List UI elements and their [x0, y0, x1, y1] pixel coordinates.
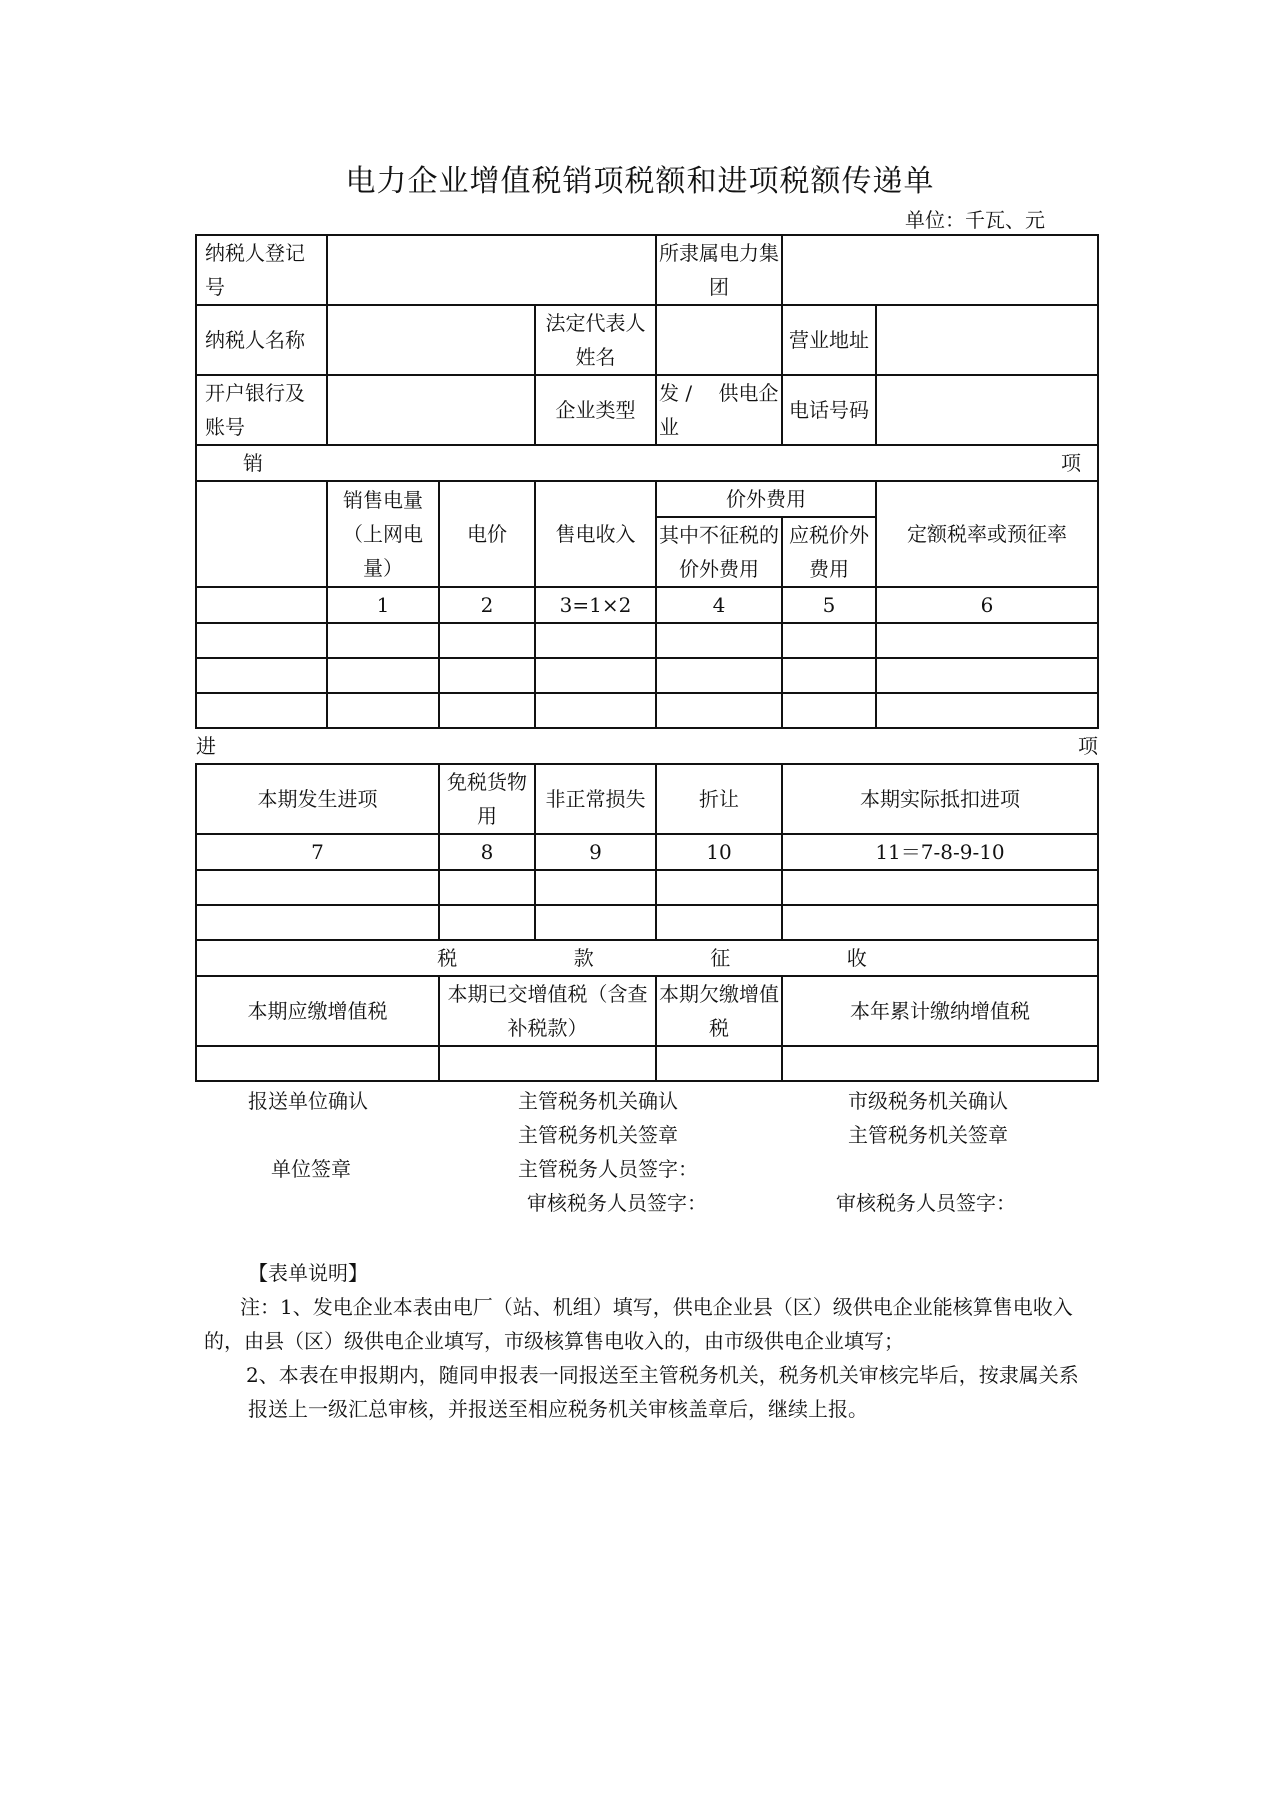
col-number: 6 — [876, 587, 1098, 623]
city-seal: 主管税务机关签章 — [848, 1123, 1008, 1147]
tax-label-char: 款 — [573, 946, 594, 970]
phone-label: 电话号码 — [782, 375, 876, 445]
input-label-left: 进 — [196, 734, 216, 758]
paid-header: 本期已交增值税（含查补税款） — [439, 976, 656, 1046]
cell[interactable] — [196, 623, 327, 658]
col-number: 11＝7-8-9-10 — [782, 834, 1098, 870]
cell[interactable] — [876, 693, 1098, 728]
cell[interactable] — [196, 693, 327, 728]
cell[interactable] — [439, 658, 535, 693]
cell[interactable] — [876, 658, 1098, 693]
unit-label: 单位：千瓦、元 — [905, 208, 1045, 232]
col-number: 5 — [782, 587, 876, 623]
col-number: 10 — [656, 834, 782, 870]
auth-staff: 主管税务人员签字： — [518, 1157, 698, 1181]
bank-label: 开户银行及账号 — [196, 375, 327, 445]
output-label-right: 项 — [1061, 451, 1081, 475]
transfer-form-table — [195, 234, 1099, 1082]
output-data-row — [196, 658, 1098, 693]
col-number: 7 — [196, 834, 439, 870]
payable-header: 本期应缴增值税 — [196, 976, 439, 1046]
cell[interactable] — [656, 623, 782, 658]
tax-label-char: 收 — [846, 946, 867, 970]
cell[interactable] — [439, 623, 535, 658]
taxpayer-reg-field[interactable] — [327, 235, 656, 305]
owed-header: 本期欠缴增值税 — [656, 976, 782, 1046]
tax-label-char: 征 — [710, 946, 731, 970]
taxpayer-name-field[interactable] — [327, 305, 535, 375]
exempt-header: 免税货物用 — [439, 764, 535, 834]
phone-field[interactable] — [876, 375, 1098, 445]
col-number: 4 — [656, 587, 782, 623]
notes-heading: 【表单说明】 — [248, 1261, 368, 1285]
price-header: 电价 — [439, 481, 535, 587]
col-number: 2 — [439, 587, 535, 623]
cell[interactable] — [876, 623, 1098, 658]
cell[interactable] — [782, 905, 1098, 940]
cell[interactable] — [535, 693, 656, 728]
taxpayer-reg-label: 纳税人登记号 — [196, 235, 327, 305]
bank-field[interactable] — [327, 375, 535, 445]
cell[interactable] — [196, 1046, 439, 1081]
cell[interactable] — [656, 658, 782, 693]
auth-review: 审核税务人员签字： — [527, 1191, 707, 1215]
group-label: 所隶属电力集团 — [656, 235, 782, 305]
cell[interactable] — [196, 658, 327, 693]
output-header-blank — [196, 481, 327, 587]
actual-input-header: 本期实际抵扣进项 — [782, 764, 1098, 834]
cell[interactable] — [782, 658, 876, 693]
col-number: 9 — [535, 834, 656, 870]
output-section-header — [196, 445, 1098, 481]
note-2: 2、本表在申报期内，随同申报表一同报送至主管税务机关，税务机关审核完毕后，按隶属关系报送上一级汇总审核，并报送至相应税务机关审核盖章后，继续上报。 — [246, 1363, 1079, 1421]
cell[interactable] — [535, 623, 656, 658]
page-title: 电力企业增值税销项税额和进项税额传递单 — [345, 164, 935, 199]
address-label: 营业地址 — [782, 305, 876, 375]
current-input-header: 本期发生进项 — [196, 764, 439, 834]
cell[interactable] — [196, 905, 439, 940]
city-confirm: 市级税务机关确认 — [848, 1089, 1008, 1113]
city-review: 审核税务人员签字： — [836, 1191, 1016, 1215]
taxpayer-name-label: 纳税人名称 — [196, 305, 327, 375]
discount-header: 折让 — [656, 764, 782, 834]
output-number-blank — [196, 587, 327, 623]
output-data-row — [196, 693, 1098, 728]
legal-rep-label: 法定代表人姓名 — [535, 305, 656, 375]
output-label-left: 销 — [243, 451, 263, 475]
taxable-header: 应税价外费用 — [782, 517, 876, 587]
col-number: 1 — [327, 587, 439, 623]
cell[interactable] — [656, 1046, 782, 1081]
auth-confirm: 主管税务机关确认 — [518, 1089, 678, 1113]
extra-fees-header: 价外费用 — [656, 481, 876, 517]
sales-volume-header: 销售电量（上网电量） — [327, 481, 439, 587]
output-data-row — [196, 623, 1098, 658]
cell[interactable] — [535, 870, 656, 905]
ent-type-value: 发 / 供电企业 — [656, 375, 782, 445]
input-data-row — [196, 870, 1098, 905]
note-1: 注：1、发电企业本表由电厂（站、机组）填写，供电企业县（区）级供电企业能核算售电收入的，由县（区）级供电企业填写，市级核算售电收入的，由市级供电企业填写； — [204, 1295, 1073, 1353]
rate-header: 定额税率或预征率 — [876, 481, 1098, 587]
tax-section-header — [196, 940, 1098, 976]
revenue-header: 售电收入 — [535, 481, 656, 587]
cell[interactable] — [439, 1046, 656, 1081]
auth-seal: 主管税务机关签章 — [518, 1123, 678, 1147]
cell[interactable] — [656, 905, 782, 940]
input-section-header — [196, 728, 1098, 764]
cell[interactable] — [782, 1046, 1098, 1081]
address-field[interactable] — [876, 305, 1098, 375]
form-notes — [204, 1256, 1094, 1426]
cell[interactable] — [327, 658, 439, 693]
cell[interactable] — [196, 870, 439, 905]
non-taxable-header: 其中不征税的价外费用 — [656, 517, 782, 587]
cell[interactable] — [656, 870, 782, 905]
cell[interactable] — [327, 623, 439, 658]
cell[interactable] — [782, 870, 1098, 905]
ent-type-label: 企业类型 — [535, 375, 656, 445]
cell[interactable] — [439, 693, 535, 728]
cell[interactable] — [656, 693, 782, 728]
legal-rep-field[interactable] — [656, 305, 782, 375]
input-data-row — [196, 905, 1098, 940]
col-number: 8 — [439, 834, 535, 870]
cell[interactable] — [535, 905, 656, 940]
col-number: 3=1×2 — [535, 587, 656, 623]
tax-data-row — [196, 1046, 1098, 1081]
tax-label-char: 税 — [437, 946, 458, 970]
cell[interactable] — [439, 905, 535, 940]
abnormal-header: 非正常损失 — [535, 764, 656, 834]
cell[interactable] — [782, 693, 876, 728]
cell[interactable] — [439, 870, 535, 905]
input-label-right: 项 — [1078, 734, 1098, 758]
unit-seal: 单位签章 — [271, 1157, 351, 1181]
cell[interactable] — [782, 623, 876, 658]
group-field[interactable] — [782, 235, 1098, 305]
annual-header: 本年累计缴纳增值税 — [782, 976, 1098, 1046]
unit-confirm: 报送单位确认 — [248, 1089, 368, 1113]
cell[interactable] — [535, 658, 656, 693]
cell[interactable] — [327, 693, 439, 728]
